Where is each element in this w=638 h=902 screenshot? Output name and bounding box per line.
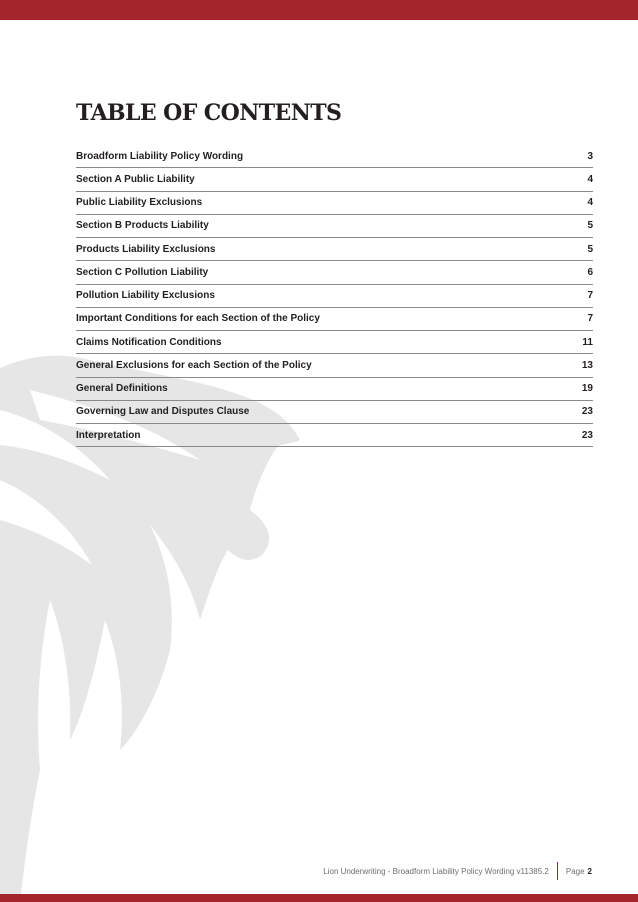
toc-entry-page-number: 13 [581,359,593,371]
toc-entry[interactable] [76,215,593,238]
footer-divider [557,862,558,880]
toc-entry-title: Section A Public Liability [76,173,195,185]
toc-entry[interactable] [76,424,593,447]
toc-entry-title: Important Conditions for each Section of the Policy [76,313,320,325]
toc-entry-title: Section B Products Liability [76,220,209,232]
toc-entry[interactable] [76,285,593,308]
page-footer [323,862,592,880]
toc-entry-title: Public Liability Exclusions [76,197,203,209]
toc-entry-title: Broadform Liability Policy Wording [76,150,244,162]
toc-entry-title: Pollution Liability Exclusions [76,290,215,302]
toc-entry-title: Governing Law and Disputes Clause [76,406,250,418]
toc-entry[interactable] [76,238,593,261]
toc-entry[interactable] [76,145,593,168]
bottom-brand-bar [0,894,638,902]
footer-doc-label: Lion Underwriting - Broadform Liability Policy Wording v11385.2 [323,866,549,876]
toc-entry-title: Products Liability Exclusions [76,243,216,255]
toc-entry-title: General Exclusions for each Section of the Policy [76,359,312,371]
toc-entry-page-number: 4 [587,173,593,185]
toc-entry-page-number: 5 [587,220,593,232]
toc-entry-page-number: 3 [587,150,593,162]
table-of-contents [76,145,593,447]
toc-entry-page-number: 7 [587,313,593,325]
toc-entry-page-number: 4 [587,197,593,209]
toc-entry[interactable] [76,168,593,191]
toc-entry[interactable] [76,331,593,354]
toc-entry-page-number: 23 [581,429,593,441]
toc-entry[interactable] [76,401,593,424]
toc-entry-page-number: 19 [581,383,593,395]
toc-entry[interactable] [76,308,593,331]
toc-entry-title: Claims Notification Conditions [76,336,222,348]
toc-entry-page-number: 6 [587,266,593,278]
footer-page-label: Page [565,866,585,876]
toc-entry[interactable] [76,354,593,377]
page-title: TABLE OF CONTENTS [76,100,342,126]
toc-entry[interactable] [76,192,593,215]
toc-entry-page-number: 11 [582,336,593,348]
toc-entry-page-number: 23 [581,406,593,418]
toc-entry-page-number: 5 [587,243,593,255]
toc-entry[interactable] [76,378,593,401]
toc-entry-page-number: 7 [587,290,593,302]
toc-entry-title: General Definitions [76,383,168,395]
toc-entry[interactable] [76,261,593,284]
toc-entry-title: Interpretation [76,429,141,441]
top-brand-bar [0,0,638,20]
toc-entry-title: Section C Pollution Liability [76,266,209,278]
footer-page-number: 2 [587,866,592,876]
